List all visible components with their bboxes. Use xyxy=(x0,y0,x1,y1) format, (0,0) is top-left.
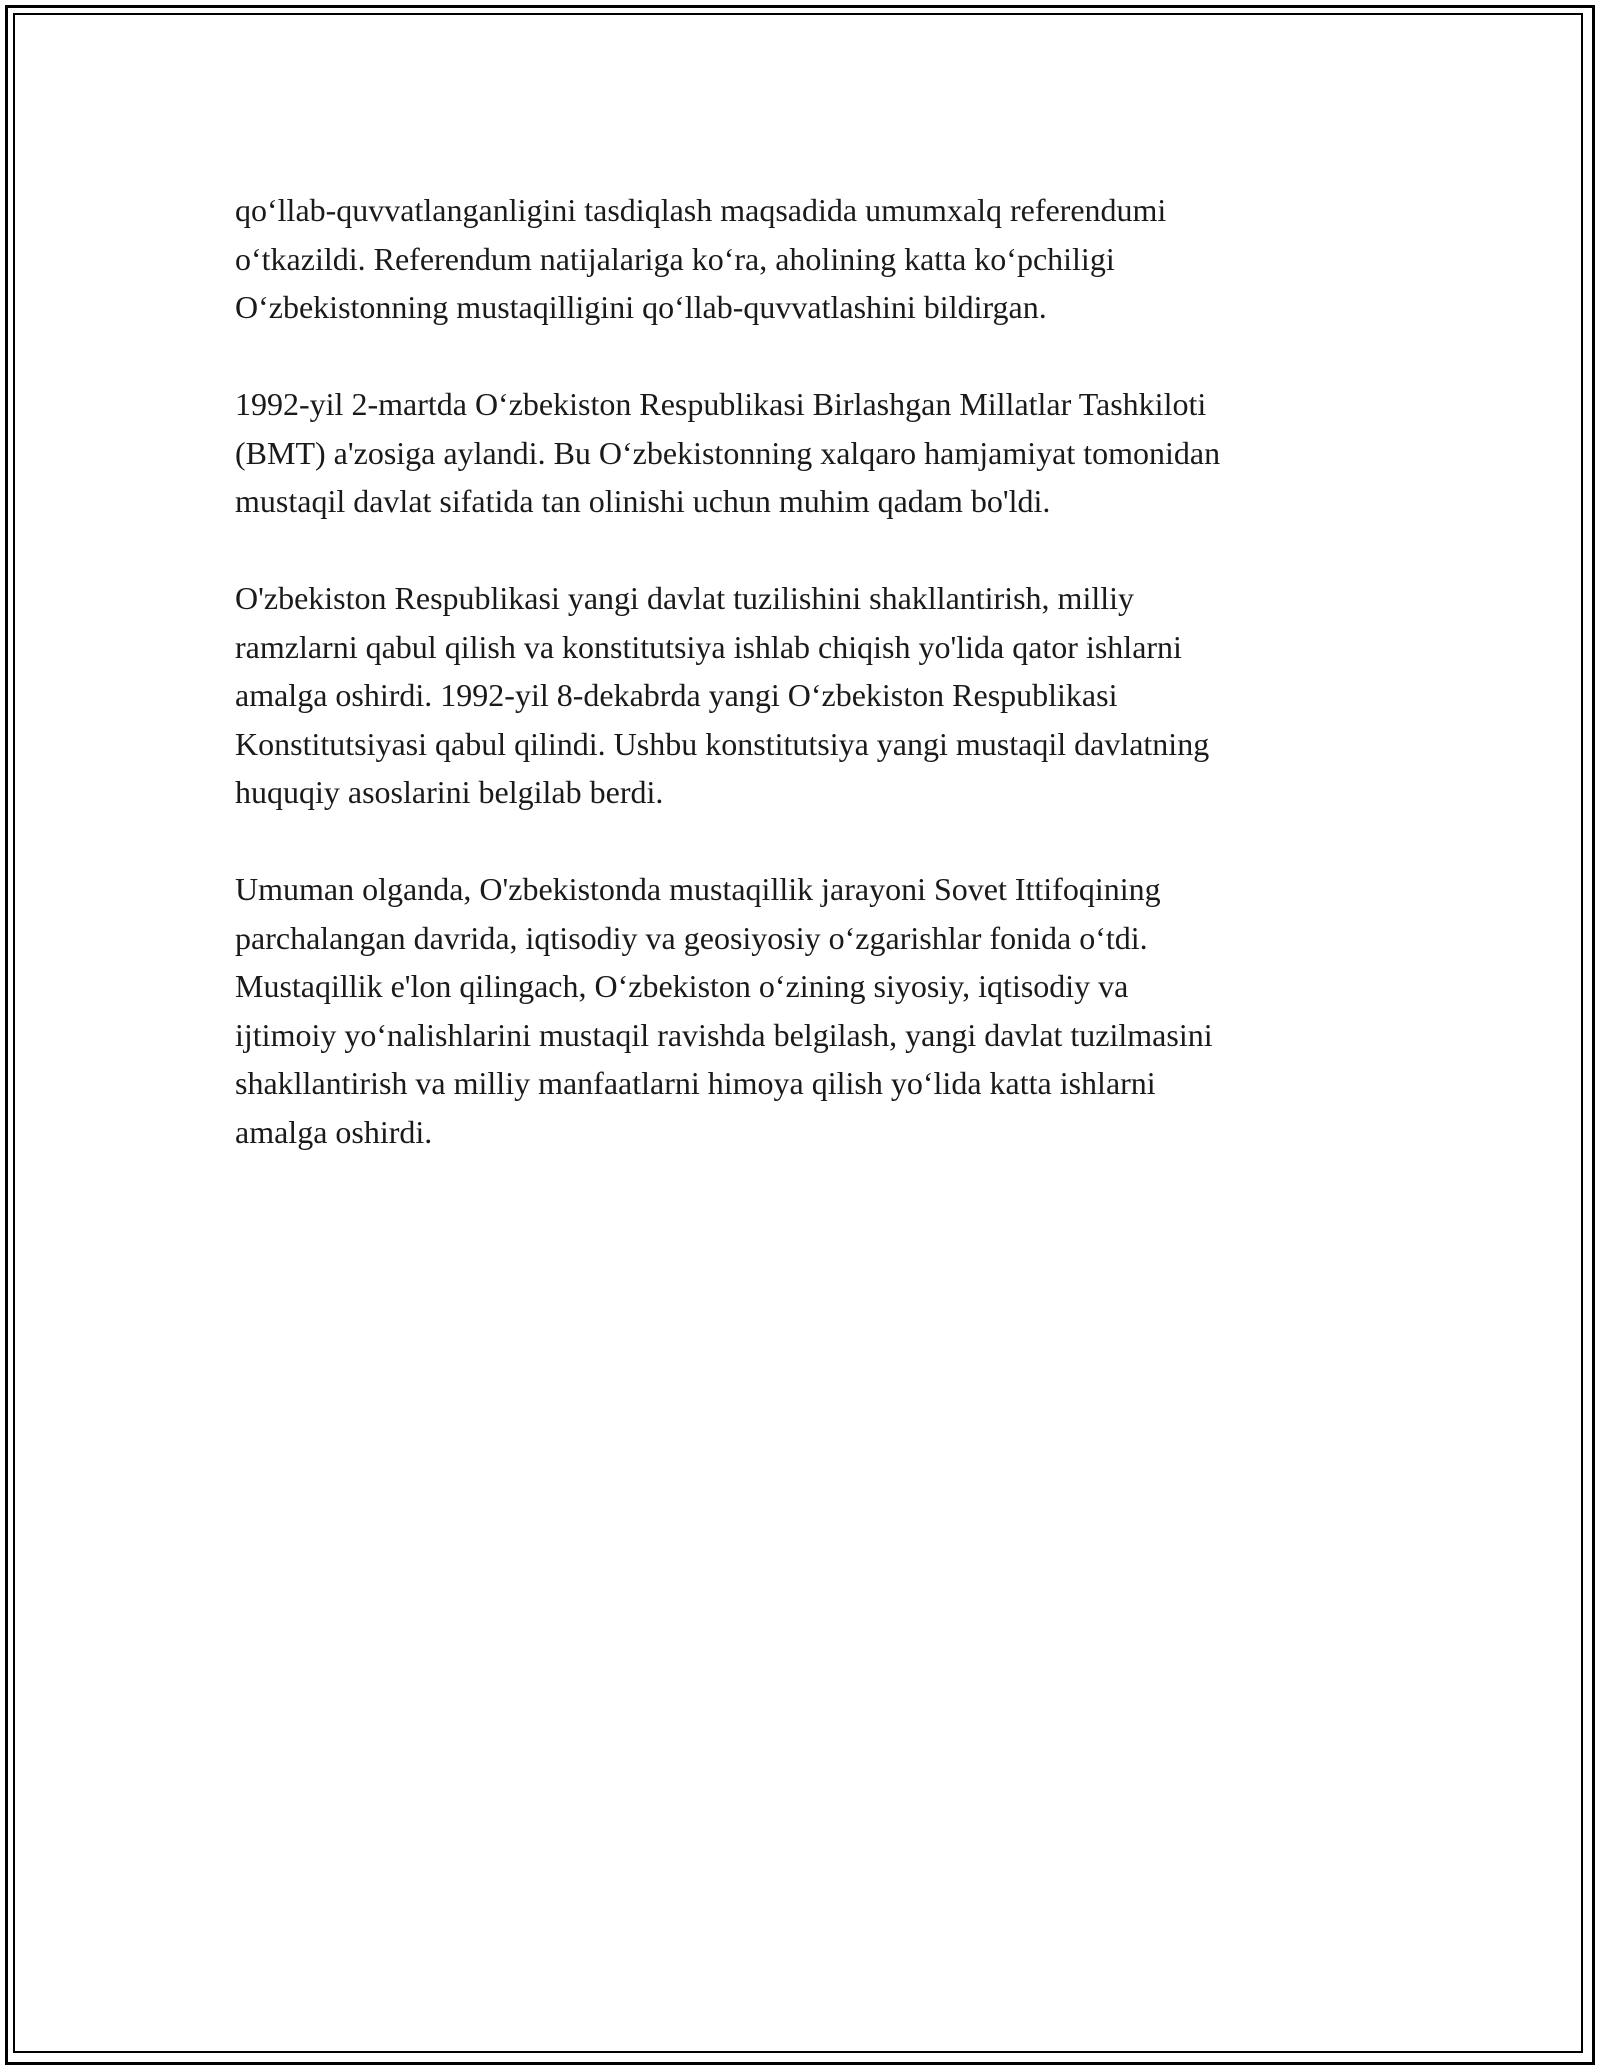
text-line: (BMT) a'zosiga aylandi. Bu O‘zbekistonning xalqaro hamjamiyat tomonidan xyxy=(235,434,1221,471)
text-line: Konstitutsiyasi qabul qilindi. Ushbu konstitutsiya yangi mustaqil davlatning xyxy=(235,725,1210,762)
document-body xyxy=(235,186,1385,1205)
text-line: huquqiy asoslarini belgilab berdi. xyxy=(235,774,664,810)
text-line: O'zbekiston Respublikasi yangi davlat tuzilishini shakllantirish, milliy xyxy=(235,580,1134,616)
text-line: qo‘llab-quvvatlanganligini tasdiqlash maqsadida umumxalq referendumi xyxy=(235,192,1167,228)
paragraph-constitution xyxy=(235,574,1385,817)
text-line: amalga oshirdi. xyxy=(235,1113,433,1150)
text-line: shakllantirish va milliy manfaatlarni himoya qilish yo‘lida katta ishlarni xyxy=(235,1065,1156,1101)
text-line: amalga oshirdi. 1992-yil 8-dekabrda yangi O‘zbekiston Respublikasi xyxy=(235,677,1118,713)
text-line: Umuman olganda, O'zbekistonda mustaqillik jarayoni Sovet Ittifoqining xyxy=(235,871,1161,907)
paragraph-un-membership xyxy=(235,380,1385,526)
text-line: o‘tkazildi. Referendum natijalariga ko‘ra, aholining katta ko‘pchiligi xyxy=(235,240,1115,277)
text-line: mustaqil davlat sifatida tan olinishi uchun muhim qadam bo'ldi. xyxy=(235,483,1051,519)
text-line: Mustaqillik e'lon qilingach, O‘zbekiston o‘zining siyosiy, iqtisodiy va xyxy=(235,968,1129,1004)
paragraph-conclusion xyxy=(235,865,1385,1156)
paragraph-referendum xyxy=(235,186,1385,332)
text-line: parchalangan davrida, iqtisodiy va geosiyosiy o‘zgarishlar fonida o‘tdi. xyxy=(235,919,1148,956)
text-line: ijtimoiy yo‘nalishlarini mustaqil ravishda belgilash, yangi davlat tuzilmasini xyxy=(235,1016,1213,1053)
text-line: O‘zbekistonning mustaqilligini qo‘llab-quvvatlashini bildirgan. xyxy=(235,289,1047,325)
text-line: ramzlarni qabul qilish va konstitutsiya ishlab chiqish yo'lida qator ishlarni xyxy=(235,628,1182,665)
text-line: 1992-yil 2-martda O‘zbekiston Respublikasi Birlashgan Millatlar Tashkiloti xyxy=(235,386,1207,422)
